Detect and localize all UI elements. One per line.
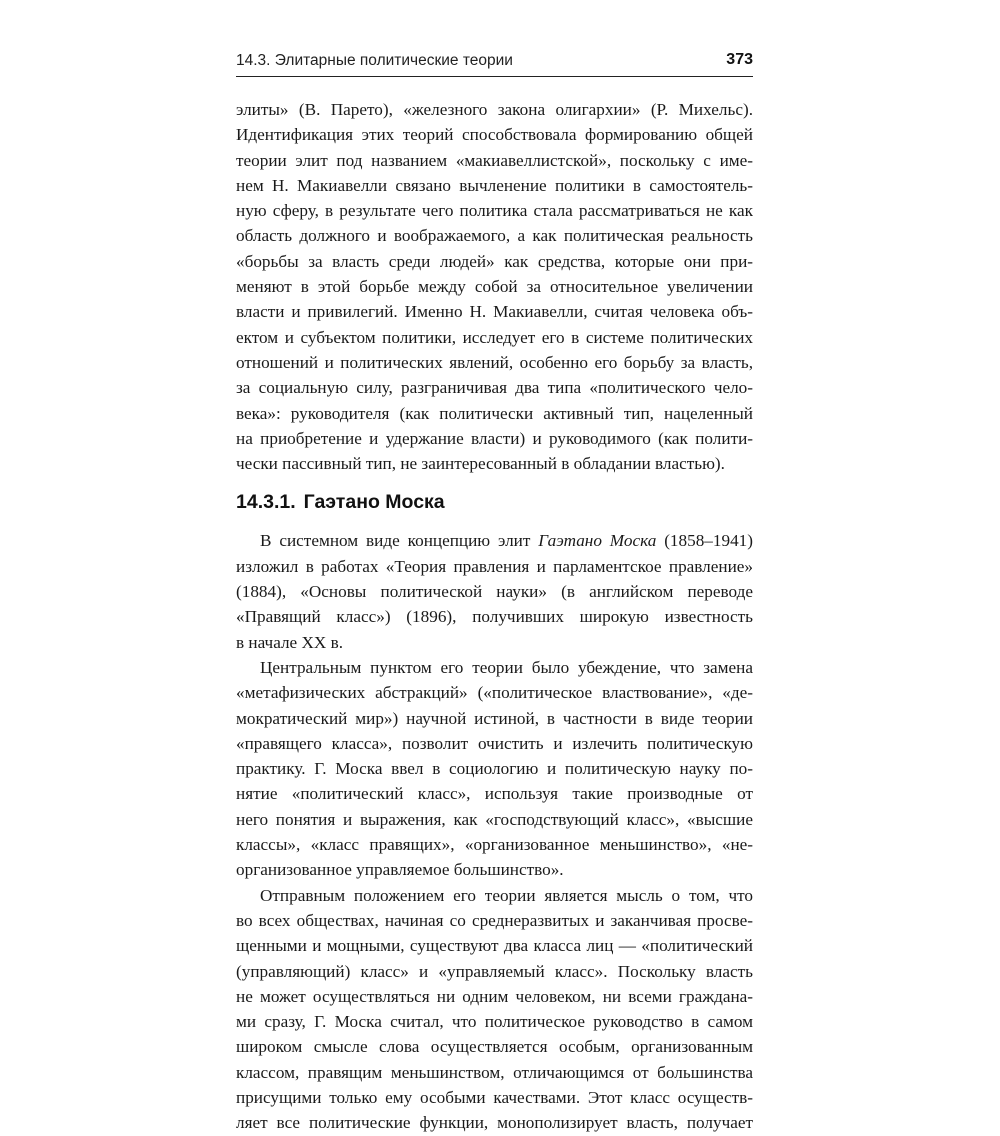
text-line: ектом и субъектом политики, исследует его в системе политических (236, 327, 753, 347)
text-line: ную сферу, в результате чего политика стала рассматриваться не как (236, 201, 753, 221)
paragraph-2 (236, 528, 753, 654)
text-line: века»: руководителя (как политически активный тип, нацеленный (236, 403, 753, 423)
text-line: «борьбы за власть среди людей» как средства, которые они при- (236, 251, 753, 271)
text-line: на приобретение и удержание власти) и руководимого (как полити- (236, 428, 753, 448)
text-line: щенными и мощными, существуют два класса лиц — «политический (236, 936, 753, 956)
text-line: отношений и политических явлений, особенно его борьбу за власть, (236, 352, 753, 372)
text-line: мократический мир») научной истиной, в частности в виде теории (236, 708, 753, 728)
text-body (236, 97, 753, 1136)
text-line (236, 528, 753, 553)
paragraph-1 (236, 97, 753, 476)
text-line: организованное управляемое большинство». (236, 860, 564, 880)
text-line: «Правящий класс») (1896), получивших широкую известность (236, 607, 753, 627)
text-line: ми сразу, Г. Моска считал, что политическое руководство в самом (236, 1012, 753, 1032)
text-line: власти и привилегий. Именно Н. Макиавелли, считая человека объ- (236, 302, 753, 322)
text-line: присущими только ему особыми качествами. Этот класс осуществ- (236, 1087, 753, 1107)
text-line: Отправным положением его теории является мысль о том, что (260, 885, 753, 905)
section-title: Гаэтано Моска (303, 491, 445, 514)
author-name-italic: Гаэтано Моска (538, 531, 657, 551)
text-fragment: В системном виде концепцию элит (260, 531, 539, 551)
paragraph-4 (236, 883, 753, 1136)
text-line: практику. Г. Моска ввел в социологию и политическую науку по- (236, 759, 753, 779)
text-line: классы», «класс правящих», «организованное меньшинство», «не- (236, 835, 753, 855)
text-line: «правящего класса», позволит очистить и излечить политическую (236, 733, 753, 753)
text-line: широком смысле слова осуществляется особым, организованным (236, 1037, 753, 1057)
running-head (236, 48, 753, 77)
section-number: 14.3.1. (236, 491, 296, 514)
page-number: 373 (726, 51, 753, 68)
text-line: за социальную силу, разграничивая два типа «политического чело- (236, 378, 753, 398)
text-line: нятие «политический класс», используя такие производные от (236, 784, 753, 804)
text-line: Идентификация этих теорий способствовала формированию общей (236, 125, 753, 145)
text-line: «метафизических абстракций» («политическое властвование», «де- (236, 683, 753, 703)
text-line: элиты» (В. Парето), «железного закона олигархии» (Р. Михельс). (236, 100, 753, 119)
text-line: в начале XX в. (236, 632, 344, 652)
section-heading (236, 487, 753, 517)
text-line: теории элит под названием «макиавеллистской», поскольку с име- (236, 150, 753, 170)
text-line: во всех обществах, начиная со среднеразвитых и заканчивая просве- (236, 910, 753, 930)
text-fragment: (1858–1941) (656, 531, 753, 551)
running-head-title: 14.3. Элитарные политические теории (236, 52, 513, 69)
text-line: ляет все политические функции, монополизирует власть, получает (236, 1113, 753, 1133)
text-line: изложил в работах «Теория правления и парламентское правление» (236, 556, 753, 576)
text-line: область должного и воображаемого, а как политическая реальность (236, 226, 753, 246)
text-line: меняют в этой борьбе между собой за относительное увеличении (236, 277, 753, 297)
text-line: Центральным пунктом его теории было убеждение, что замена (260, 657, 753, 677)
text-line: нем Н. Макиавелли связано вычленение политики в самостоятель- (236, 175, 753, 195)
text-line: (1884), «Основы политической науки» (в английском переводе (236, 582, 753, 602)
text-line: (управляющий) класс» и «управляемый класс». Поскольку власть (236, 961, 753, 981)
paragraph-3 (236, 655, 753, 883)
text-line: чески пассивный тип, не заинтересованный в обладании властью). (236, 454, 725, 474)
text-line: него понятия и выражения, как «господствующий класс», «высшие (236, 809, 753, 829)
text-line: классом, правящим меньшинством, отличающимся от большинства (236, 1062, 753, 1082)
text-line: не может осуществляться ни одним человеком, ни всеми граждана- (236, 986, 753, 1006)
